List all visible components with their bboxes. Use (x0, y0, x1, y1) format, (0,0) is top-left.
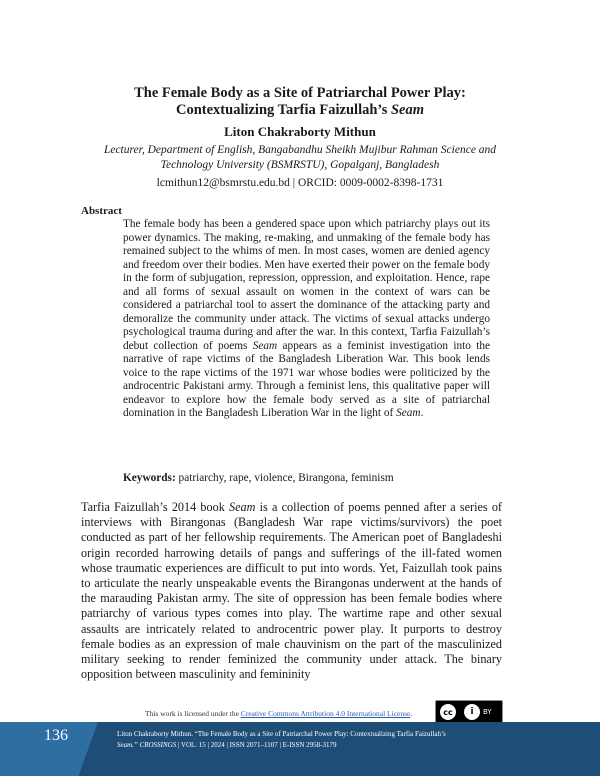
citation (117, 729, 557, 751)
citation-italic: Seam.” CROSSINGS (117, 741, 177, 749)
by-label: BY (483, 708, 492, 716)
abstract-italic-1: Seam (252, 339, 278, 352)
person-icon: i (464, 704, 480, 720)
body-italic: Seam (229, 500, 256, 514)
keywords-text: patriarchy, rape, violence, Birangona, feminism (175, 472, 394, 484)
affiliation-line-1: Lecturer, Department of English, Bangabandhu Sheikh Mujibur Rahman Science and (103, 144, 497, 156)
license-suffix: . (410, 709, 413, 718)
body-paragraph (81, 500, 502, 682)
title-line-2-text: Contextualizing Tarfia Faizullah’s (176, 102, 391, 118)
keywords (123, 472, 394, 484)
title-italic: Seam (390, 102, 424, 118)
title-line-2 (40, 102, 560, 119)
affiliation-line-2: Technology University (BSMRSTU), Gopalganj, Bangladesh (160, 159, 440, 171)
page-number: 136 (44, 727, 68, 744)
paper-title (40, 85, 560, 119)
abstract-part-3: . (420, 407, 424, 419)
author-affiliation (80, 143, 520, 173)
license-notice (145, 709, 412, 718)
cc-icon: cc (440, 704, 456, 720)
cc-by-badge[interactable] (435, 700, 503, 724)
author-contact: lcmithun12@bsmrstu.edu.bd | ORCID: 0009-0002-8398-1731 (156, 177, 444, 189)
abstract-part-2: appears as a feminist investigation into the narrative of rape victims of the Bangladesh Liberation War. This book lends voice to the rape victims of the 1971 war whose bodies were politicized by the androcentric Pakistani army. Through a feminist lens, this qualitative paper will endeavor to explore how the female body served as a site of patriarchal domination in the Bangladesh Liberation War in the light of (123, 339, 491, 419)
author-name: Liton Chakraborty Mithun (224, 124, 376, 139)
abstract-part-1: The female body has been a gendered space upon which patriarchy plays out its power dynamics. The making, re-making, and unmaking of the female body has remained subject to the whims of men. In most cases, women are denied agency and freedom over their bodies. Men have exerted their power on the female body in the form of subjugation, repression, oppression, and exploitation. Hence, rape and all forms of sexual assault on women in the context of wars can be considered a patriarchal tool to assert the dominance of the attacking party and demoralize the community under attack. The victims of sexual attacks undergo psychological trauma during and after the war. In this context, Tarfia Faizullah’s debut collection of poems (123, 218, 490, 352)
abstract-text (123, 218, 490, 421)
citation-line-2 (117, 740, 557, 751)
license-link[interactable]: Creative Commons Attribution 4.0 International License (240, 709, 411, 718)
body-part-1: Tarfia Faizullah’s 2014 book (81, 500, 230, 514)
keywords-label: Keywords: (123, 472, 176, 484)
page-footer (0, 722, 600, 776)
body-part-2: is a collection of poems penned after a series of interviews with Birangonas (Bangladesh War rape victims/survivors) the poet conducted as part of her fellowship requirements. The American poet of Bangladeshi origin recorded harrowing details of pangs and sufferings of the ill-fated women whose traumatic experiences are difficult to put into words. Yet, Faizullah took pains to articulate the nearly unspeakable events the Birangonas underwent at the hands of the marauding Pakistan army. The site of oppression has been female bodies where patriarchy of various types comes into play. The wartime rape and other sexual assaults are intricately related to androcentric power play. It purports to destroy female bodies as an expression of male chauvinism on the part of the masculinized military seeking to render feminized the community under attack. The binary opposition between masculinity and femininity (81, 500, 502, 682)
abstract-heading: Abstract (81, 205, 122, 217)
title-line-1: The Female Body as a Site of Patriarchal Power Play: (134, 85, 466, 101)
citation-rest: | VOL. 15 | 2024 | ISSN 2071–1107 | E-ISSN 2958-3179 (176, 741, 337, 749)
citation-line-1: Liton Chakraborty Mithun. “The Female Body as a Site of Patriarchal Power Play: Contextualizing Tarfia Faizullah’s (117, 730, 446, 738)
abstract-italic-2: Seam (396, 407, 421, 419)
license-prefix: This work is licensed under the (145, 709, 241, 718)
